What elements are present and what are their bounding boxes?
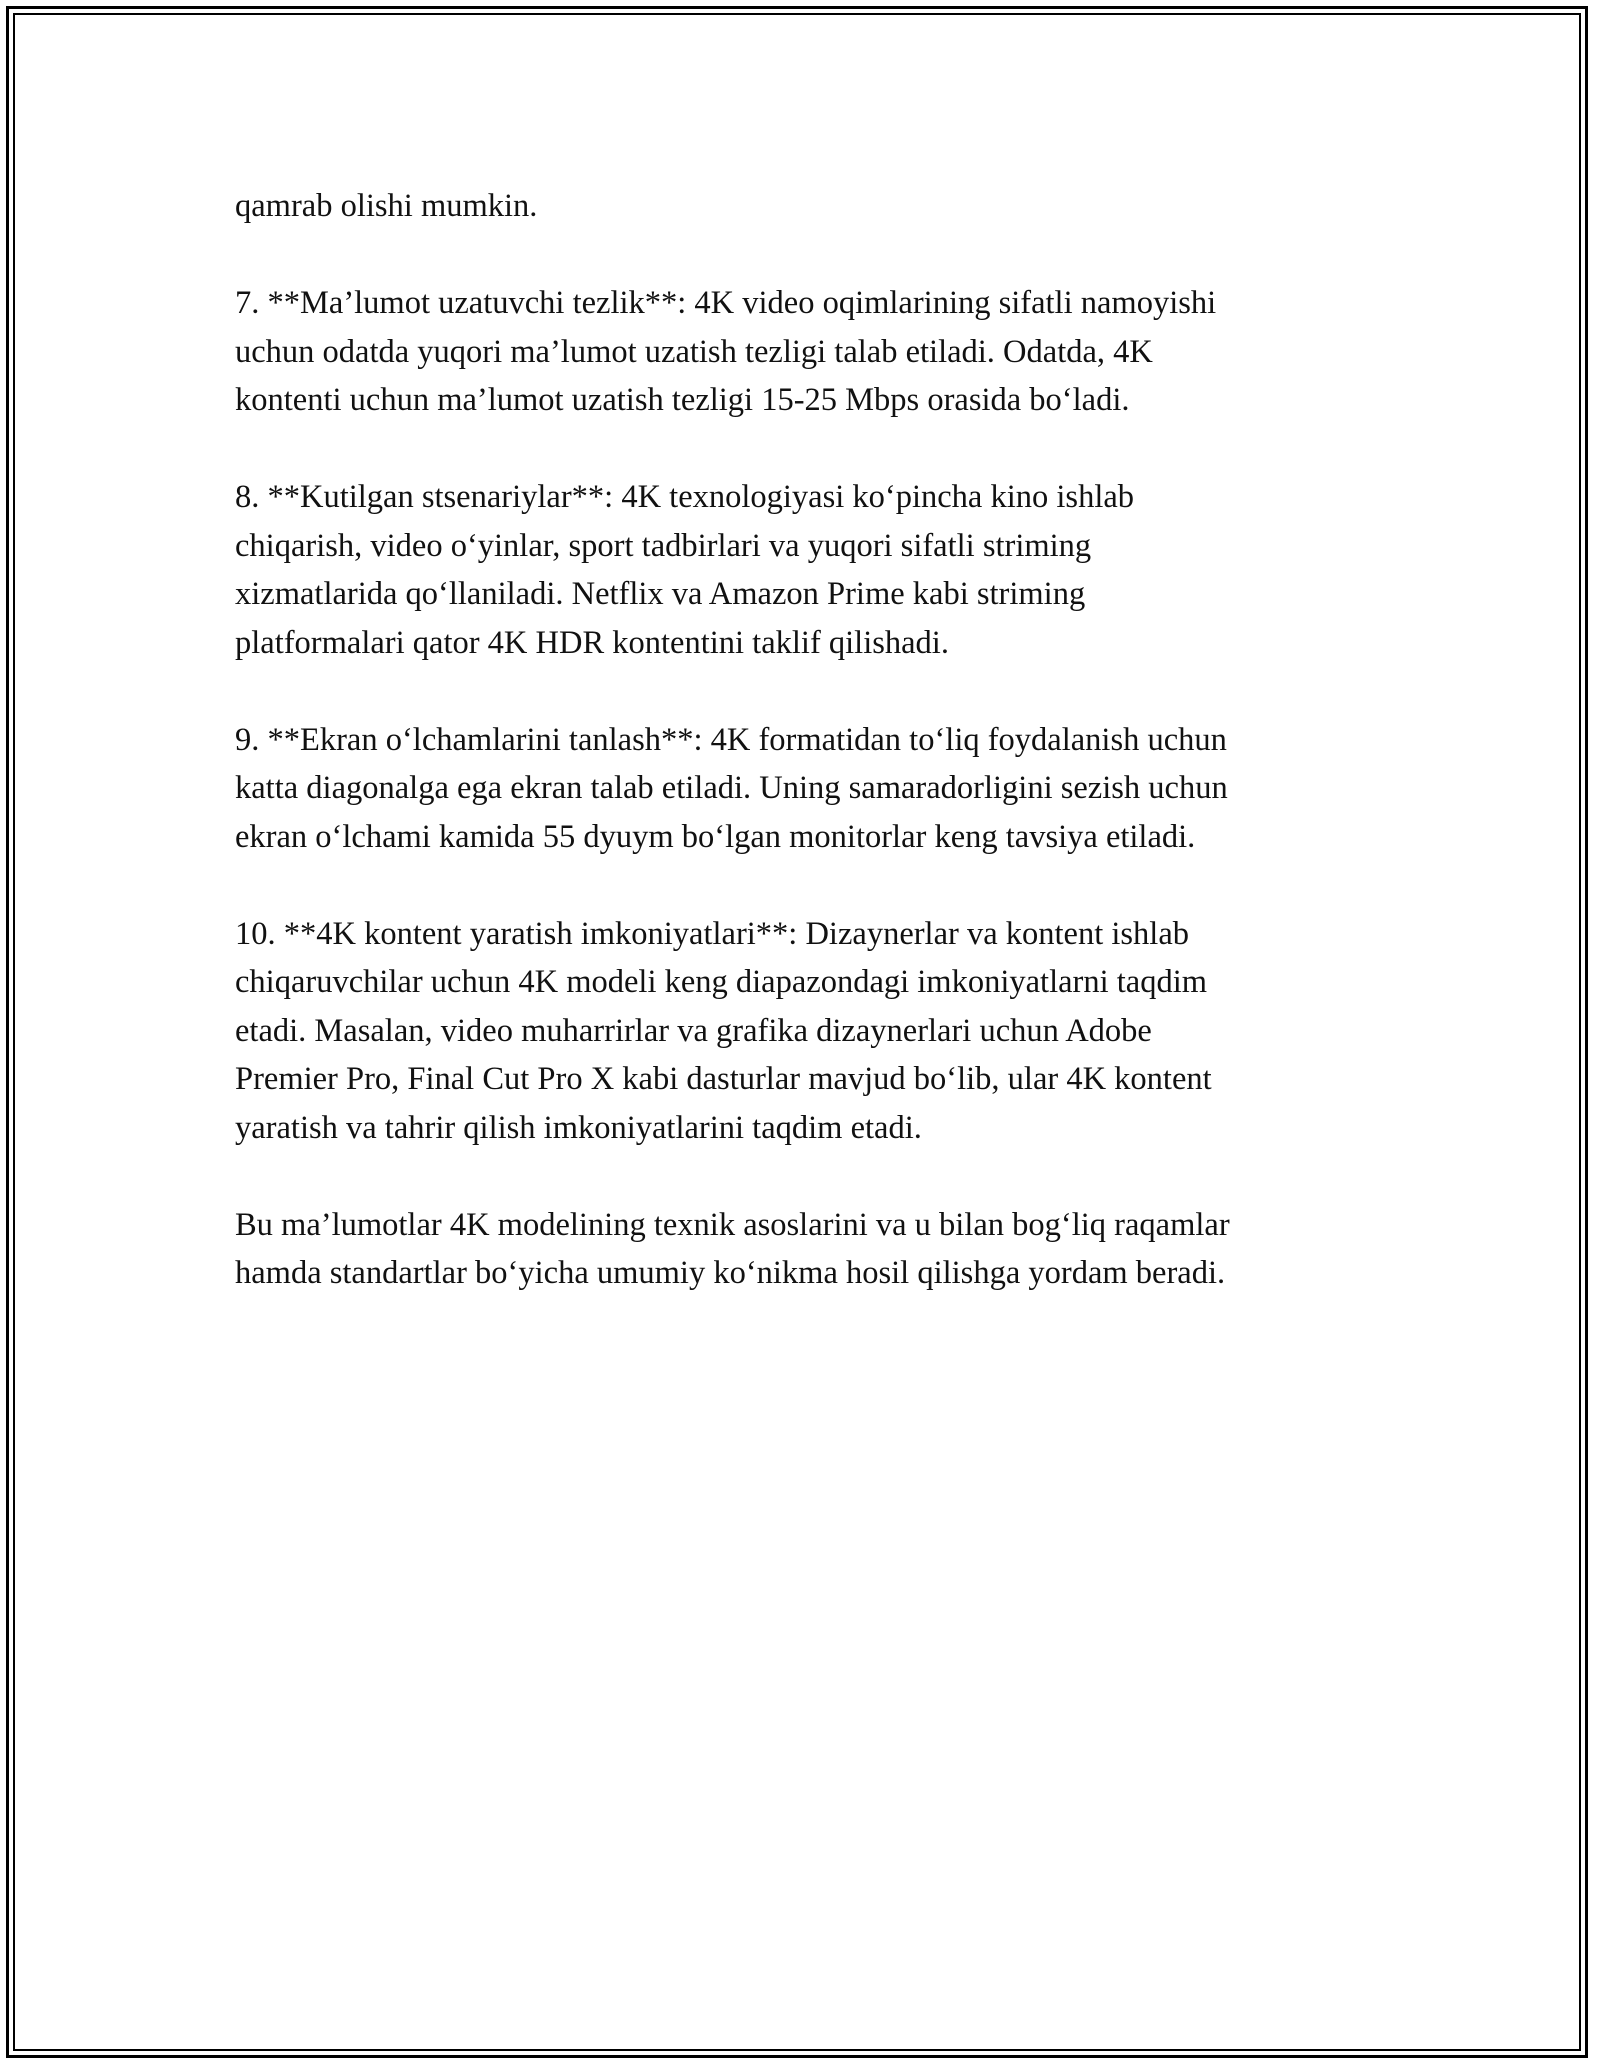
paragraph-item-7 [235,279,1415,425]
text-line: Premier Pro, Final Cut Pro X kabi dasturlar mavjud bo‘lib, ular 4K kontent [235,1061,1212,1097]
text-line: 10. **4K kontent yaratish imkoniyatlari**: Dizaynerlar va kontent ishlab [235,915,1190,952]
text-line: uchun odatda yuqori ma’lumot uzatish tezligi talab etiladi. Odatda, 4K [235,333,1153,370]
document-body [235,182,1415,1346]
text-line: kontenti uchun ma’lumot uzatish tezligi 15-25 Mbps orasida bo‘ladi. [235,382,1130,418]
text-line: 9. **Ekran o‘lchamlarini tanlash**: 4K formatidan to‘liq foydalanish uchun [235,721,1227,758]
text-line: yaratish va tahrir qilish imkoniyatlarini taqdim etadi. [235,1109,922,1146]
text-line: 8. **Kutilgan stsenariylar**: 4K texnologiyasi ko‘pincha kino ishlab [235,479,1135,515]
paragraph-continuation [235,182,1415,231]
text-line: katta diagonalga ega ekran talab etiladi. Uning samaradorligini sezish uchun [235,770,1228,806]
text-line: hamda standartlar bo‘yicha umumiy ko‘nikma hosil qilishga yordam beradi. [235,1255,1226,1291]
text-line: etadi. Masalan, video muharrirlar va grafika dizaynerlari uchun Adobe [235,1012,1152,1049]
paragraph-conclusion [235,1201,1415,1298]
paragraph-item-8 [235,473,1415,667]
text-line: platformalari qator 4K HDR kontentini taklif qilishadi. [235,624,949,661]
paragraph-item-10 [235,910,1415,1153]
text-line: Bu ma’lumotlar 4K modelining texnik asoslarini va u bilan bog‘liq raqamlar [235,1206,1230,1243]
text-line: chiqaruvchilar uchun 4K modeli keng diapazondagi imkoniyatlarni taqdim [235,964,1208,1000]
text-line: 7. **Ma’lumot uzatuvchi tezlik**: 4K video oqimlarining sifatli namoyishi [235,285,1217,321]
text-line: chiqarish, video o‘yinlar, sport tadbirlari va yuqori sifatli striming [235,527,1092,564]
text-line: ekran o‘lchami kamida 55 dyuym bo‘lgan monitorlar keng tavsiya etiladi. [235,818,1196,855]
text-line: qamrab olishi mumkin. [235,188,538,224]
paragraph-item-9 [235,716,1415,862]
text-line: xizmatlarida qo‘llaniladi. Netflix va Amazon Prime kabi striming [235,576,1086,612]
